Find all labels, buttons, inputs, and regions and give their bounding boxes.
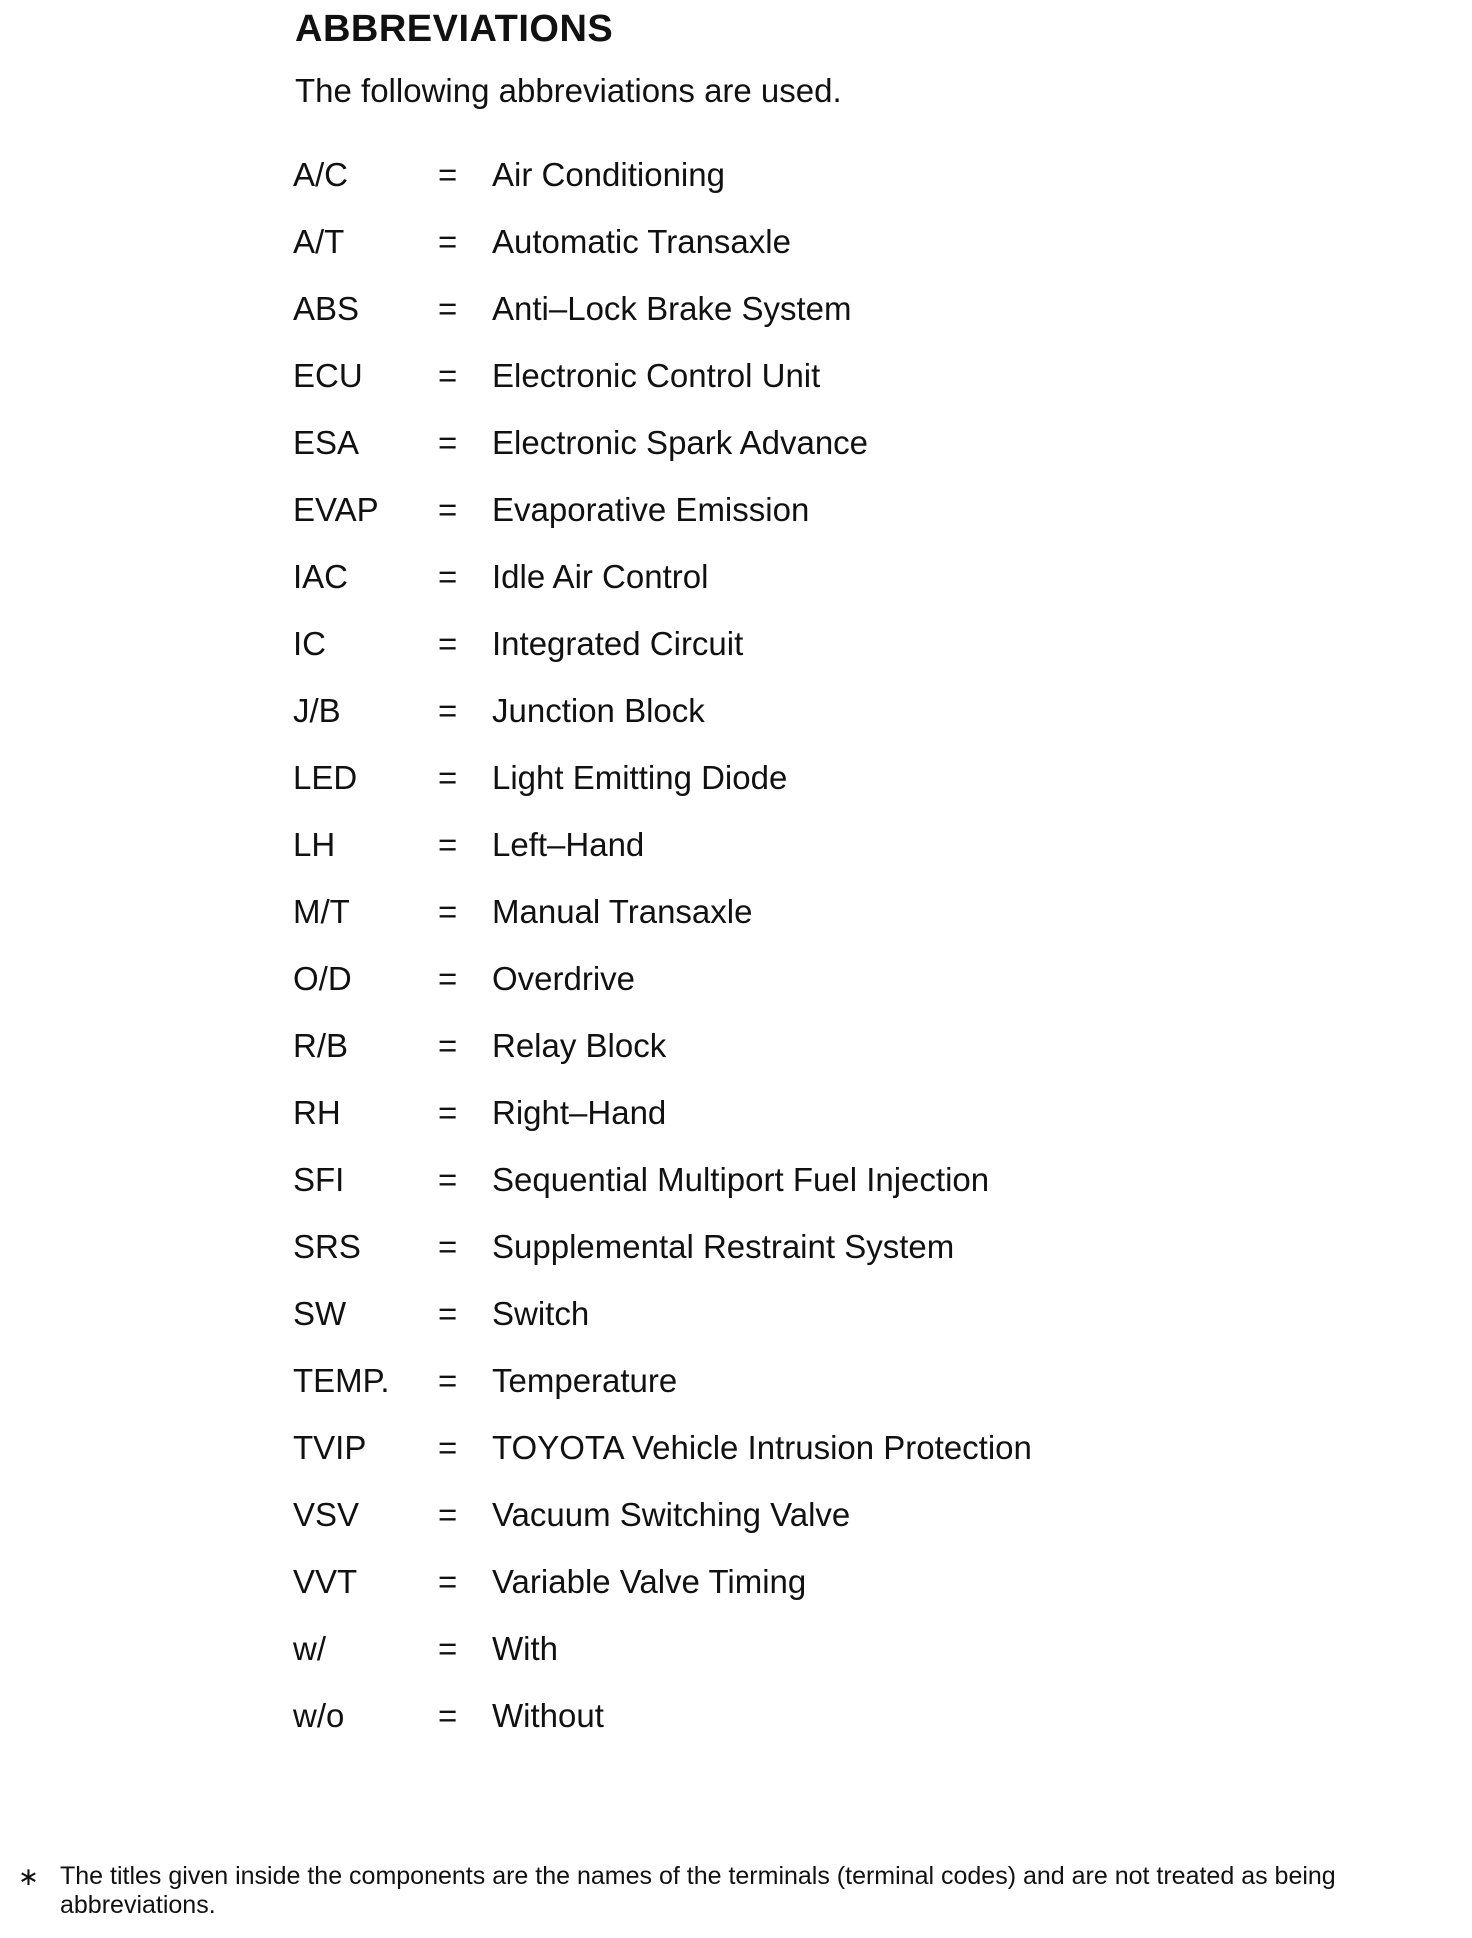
equals-sign: = (438, 357, 458, 394)
abbreviation-meaning: Switch (492, 1295, 590, 1332)
abbreviation-term: VSV (293, 1496, 360, 1533)
abbreviation-row (0, 552, 1472, 619)
abbreviation-row (0, 217, 1472, 284)
equals-sign: = (438, 1429, 458, 1466)
abbreviation-meaning: Idle Air Control (492, 558, 709, 595)
abbreviation-meaning: Electronic Spark Advance (492, 424, 869, 461)
equals-sign: = (438, 223, 458, 260)
equals-sign: = (438, 759, 458, 796)
abbreviation-meaning: Junction Block (492, 692, 705, 729)
abbreviation-row (0, 753, 1472, 820)
equals-sign: = (438, 1027, 458, 1064)
abbreviation-list (0, 150, 1472, 1758)
abbreviation-term: SW (293, 1295, 347, 1332)
abbreviation-term: O/D (293, 960, 352, 997)
abbreviation-term: SRS (293, 1228, 361, 1265)
equals-sign: = (438, 1697, 458, 1734)
abbreviation-term: LED (293, 759, 358, 796)
abbreviation-term: w/o (293, 1697, 345, 1734)
abbreviation-term: IC (293, 625, 326, 662)
abbreviation-row (0, 284, 1472, 351)
equals-sign: = (438, 692, 458, 729)
equals-sign: = (438, 960, 458, 997)
abbreviation-row (0, 1557, 1472, 1624)
abbreviation-meaning: Evaporative Emission (492, 491, 810, 528)
equals-sign: = (438, 424, 458, 461)
abbreviation-term: LH (293, 826, 336, 863)
equals-sign: = (438, 558, 458, 595)
equals-sign: = (438, 1362, 458, 1399)
equals-sign: = (438, 826, 458, 863)
equals-sign: = (438, 1496, 458, 1533)
abbreviation-row (0, 619, 1472, 686)
footnote-text: The titles given inside the components are the names of the terminals (terminal codes) and are not treated as being abbreviations. (60, 1862, 1336, 1919)
abbreviation-term: TEMP. (293, 1362, 390, 1399)
abbreviation-row (0, 820, 1472, 887)
abbreviation-meaning: Automatic Transaxle (492, 223, 791, 260)
abbreviation-term: R/B (293, 1027, 349, 1064)
abbreviation-meaning: Light Emitting Diode (492, 759, 788, 796)
abbreviation-term: RH (293, 1094, 341, 1131)
abbreviation-row (0, 686, 1472, 753)
abbreviation-meaning: Right–Hand (492, 1094, 667, 1131)
abbreviation-term: ABS (293, 290, 360, 327)
equals-sign: = (438, 491, 458, 528)
abbreviation-meaning: Air Conditioning (492, 156, 725, 193)
abbreviation-meaning: With (492, 1630, 558, 1667)
equals-sign: = (438, 1630, 458, 1667)
page-title: ABBREVIATIONS (295, 8, 614, 50)
abbreviation-row (0, 1624, 1472, 1691)
abbreviation-row (0, 351, 1472, 418)
abbreviation-row (0, 1356, 1472, 1423)
equals-sign: = (438, 1295, 458, 1332)
abbreviation-term: EVAP (293, 491, 379, 528)
abbreviation-row (0, 418, 1472, 485)
equals-sign: = (438, 1094, 458, 1131)
equals-sign: = (438, 156, 458, 193)
equals-sign: = (438, 1161, 458, 1198)
abbreviation-row (0, 150, 1472, 217)
abbreviation-meaning: Electronic Control Unit (492, 357, 821, 394)
abbreviation-row (0, 954, 1472, 1021)
abbreviation-meaning: Manual Transaxle (492, 893, 753, 930)
abbreviation-meaning: TOYOTA Vehicle Intrusion Protection (492, 1429, 1032, 1466)
abbreviation-term: ECU (293, 357, 363, 394)
intro-text: The following abbreviations are used. (295, 72, 842, 109)
equals-sign: = (438, 893, 458, 930)
abbreviation-meaning: Sequential Multiport Fuel Injection (492, 1161, 990, 1198)
abbreviation-row (0, 887, 1472, 954)
abbreviation-meaning: Overdrive (492, 960, 636, 997)
equals-sign: = (438, 625, 458, 662)
abbreviation-meaning: Temperature (492, 1362, 678, 1399)
abbreviation-row (0, 1155, 1472, 1222)
abbreviation-row (0, 1222, 1472, 1289)
abbreviation-term: SFI (293, 1161, 345, 1198)
abbreviation-term: IAC (293, 558, 349, 595)
abbreviation-row (0, 1423, 1472, 1490)
abbreviation-row (0, 485, 1472, 552)
abbreviation-meaning: Without (492, 1697, 604, 1734)
equals-sign: = (438, 1563, 458, 1600)
abbreviation-row (0, 1490, 1472, 1557)
abbreviation-meaning: Variable Valve Timing (492, 1563, 807, 1600)
abbreviation-term: TVIP (293, 1429, 367, 1466)
abbreviation-meaning: Vacuum Switching Valve (492, 1496, 851, 1533)
equals-sign: = (438, 1228, 458, 1265)
abbreviation-meaning: Left–Hand (492, 826, 645, 863)
abbreviation-meaning: Supplemental Restraint System (492, 1228, 955, 1265)
abbreviation-term: J/B (293, 692, 341, 729)
footnote-asterisk-icon: ∗ (18, 1863, 39, 1891)
abbreviation-term: VVT (293, 1563, 358, 1600)
abbreviation-term: A/T (293, 223, 345, 260)
abbreviation-row (0, 1289, 1472, 1356)
abbreviation-term: w/ (293, 1630, 326, 1667)
abbreviation-term: A/C (293, 156, 349, 193)
abbreviation-term: ESA (293, 424, 360, 461)
equals-sign: = (438, 290, 458, 327)
abbreviation-row (0, 1088, 1472, 1155)
abbreviation-meaning: Relay Block (492, 1027, 667, 1064)
abbreviation-term: M/T (293, 893, 350, 930)
abbreviation-row (0, 1021, 1472, 1088)
abbreviation-row (0, 1691, 1472, 1758)
abbreviation-meaning: Integrated Circuit (492, 625, 744, 662)
abbreviation-meaning: Anti–Lock Brake System (492, 290, 852, 327)
